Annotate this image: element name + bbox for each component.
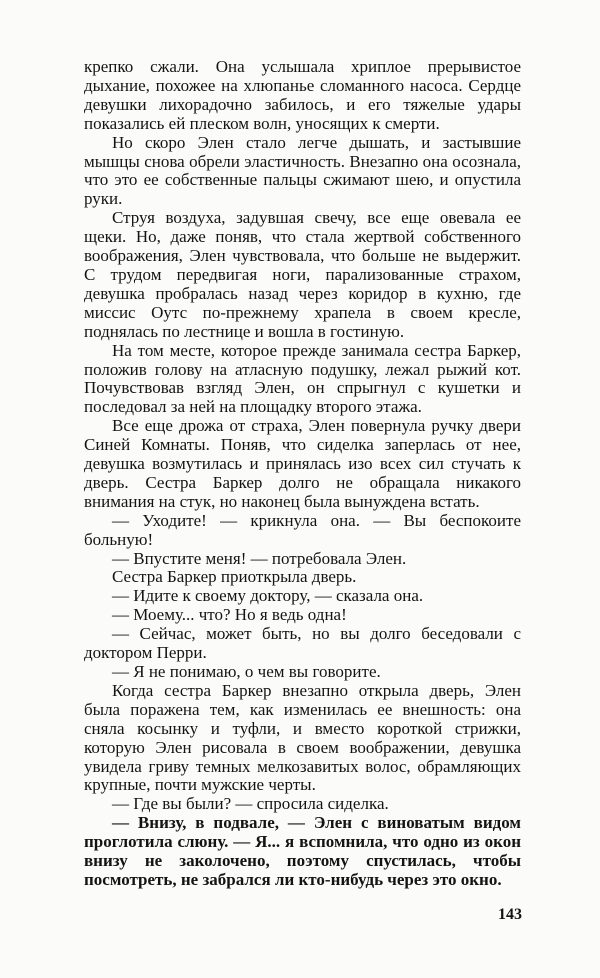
page-number: 143: [498, 906, 522, 923]
paragraph-4: На том месте, которое прежде занимала сестра Баркер, положив голову на атласную подушку, лежал рыжий кот. Почувствовав взгляд Элен, он спрыгнул с кушетки и последовал за ней на площадку второго этажа.: [84, 340, 521, 417]
dialogue-line-2: — Впустите меня! — потребовала Элен.: [112, 548, 407, 568]
paragraph-5: Все еще дрожа от страха, Элен повернула ручку двери Синей Комнаты. Поняв, что сиделка заперлась от нее, девушка возмутилась и принялась изо всех сил стучать к дверь. Сестра Баркер долго не обращала никакого внимания на стук, но наконец была вынуждена встать.: [84, 416, 521, 511]
paragraph-2: Но скоро Элен стало легче дышать, и застывшие мышцы снова обрели эластичность. Внезапно она осознала, что это ее собственные пальцы сжимают шею, и опустила руки.: [84, 132, 521, 209]
dialogue-line-6: — Я не понимаю, о чем вы говорите.: [112, 662, 381, 681]
dialogue-line-4: — Моему... что? Но я ведь одна!: [112, 605, 347, 625]
paragraph-7: Когда сестра Баркер внезапно открыла дверь, Элен была поражена тем, как изменилась ее внешность: она сняла косынку и туфли, и вместо короткой стрижки, которую Элен рисовала в своем воображении, девушка увидела гриву темных мелкозавитых волос, обрамляющих крупные, почти мужские черты.: [84, 680, 521, 795]
paragraph-3: Струя воздуха, задувшая свечу, все еще овевала ее щеки. Но, даже поняв, что стала жертвой собственного воображения, Элен чувствовала, что больше не выдержит. С трудом передвигая ноги, парализованные страхом, девушка пробралась назад через коридор в кухню, где миссис Оутс по-прежнему храпела в своем кресле, поднялась по лестнице и вошла в гостиную.: [84, 208, 521, 341]
dialogue-line-5: — Сейчас, может быть, но вы долго беседовали с доктором Перри.: [84, 624, 521, 663]
paragraph-6: Сестра Баркер приоткрыла дверь.: [112, 567, 357, 587]
dialogue-line-1: — Уходите! — крикнула она. — Вы беспокоите больную!: [84, 510, 521, 549]
dialogue-line-7: — Где вы были? — спросила сиделка.: [112, 794, 389, 814]
paragraph-1: крепко сжали. Она услышала хриплое прерывистое дыхание, похожее на хлюпанье сломанного насоса. Сердце девушки лихорадочно забилось, и его тяжелые удары показались ей плеском волн, уносящих к смерти.: [84, 57, 521, 133]
page-text: [84, 58, 521, 890]
dialogue-line-3: — Идите к своему доктору, — сказала она.: [112, 586, 424, 606]
dialogue-line-8: — Внизу, в подвале, — Элен с виноватым видом проглотила слюну. — Я... я вспомнила, что одно из окон внизу не заколочено, поэтому спустилась, чтобы посмотреть, не забрался ли кто-нибудь через это окно.: [84, 813, 521, 889]
